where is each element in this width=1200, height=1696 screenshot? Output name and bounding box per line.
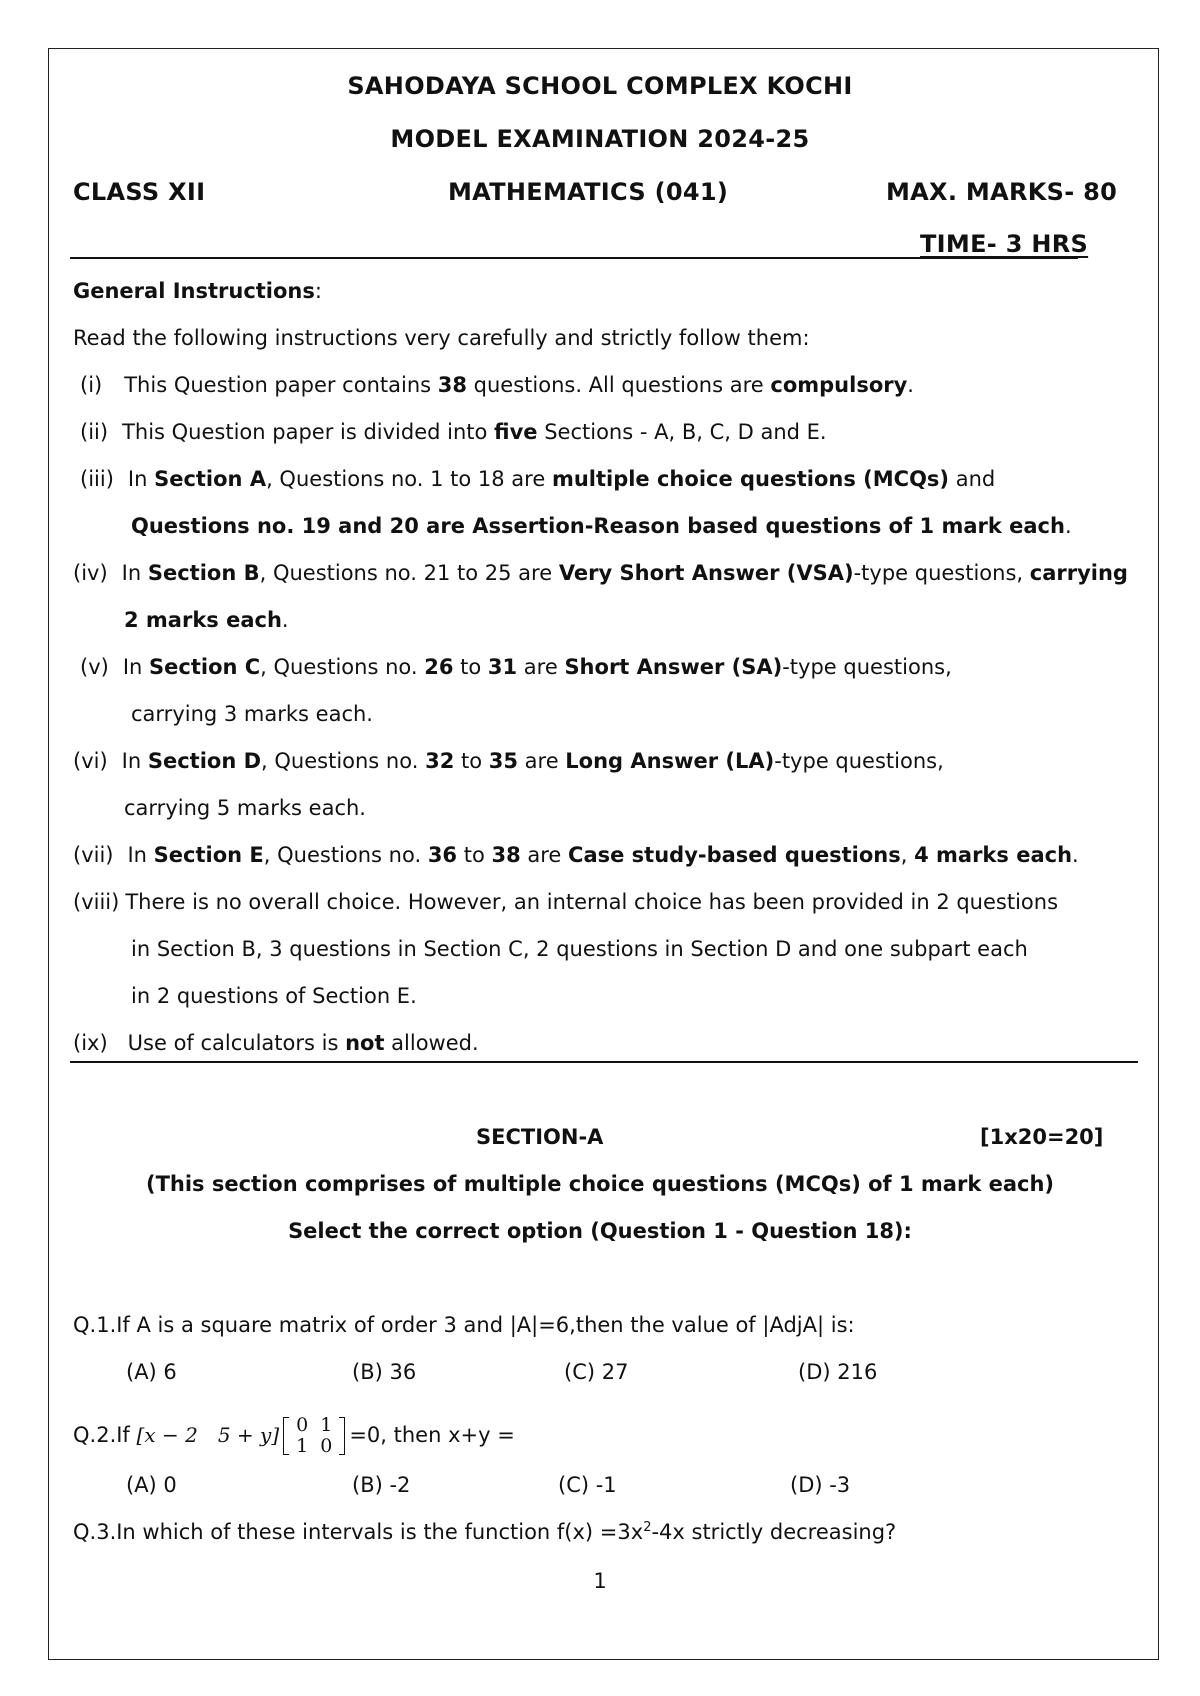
item-text: are xyxy=(517,749,566,773)
matrix-cell: 0 xyxy=(296,1414,309,1436)
instruction-item-iv xyxy=(73,561,1128,585)
max-marks: MAX. MARKS- 80 xyxy=(886,178,1118,206)
item-text: , Questions no. xyxy=(261,749,426,773)
item-text-bold: Very Short Answer (VSA) xyxy=(558,561,854,585)
instruction-item-iii-line2 xyxy=(131,514,1072,538)
item-text: , xyxy=(900,843,915,867)
item-text-bold: Short Answer (SA) xyxy=(564,655,783,679)
item-text-bold: multiple choice questions (MCQs) xyxy=(551,467,950,491)
item-text: to xyxy=(453,655,488,679)
item-number: (iii) xyxy=(80,467,114,491)
q2-matrix xyxy=(283,1415,345,1457)
question-1: Q.1.If A is a square matrix of order 3 and |A|=6,then the value of |AdjA| is: xyxy=(73,1313,855,1337)
q1-option-c: (C) 27 xyxy=(564,1360,629,1384)
subject-label: MATHEMATICS (041) xyxy=(448,178,729,206)
item-text: Sections - A, B, C, D and E. xyxy=(537,420,827,444)
instruction-item-viii-line2: in Section B, 3 questions in Section C, 2 questions in Section D and one subpart each xyxy=(131,937,1028,961)
instruction-item-iii xyxy=(80,467,995,491)
q3-superscript: 2 xyxy=(643,1520,652,1535)
matrix-cell: 1 xyxy=(320,1414,333,1436)
q2-option-a: (A) 0 xyxy=(126,1473,177,1497)
instruction-item-v xyxy=(80,655,952,679)
item-text: In xyxy=(127,843,154,867)
item-text: . xyxy=(281,608,289,632)
instruction-item-ii xyxy=(80,420,827,444)
instruction-item-i xyxy=(80,373,914,397)
item-text: . xyxy=(1064,514,1072,538)
item-text-bold: Case study-based questions xyxy=(568,843,901,867)
item-text-bold: 36 xyxy=(427,843,458,867)
item-text-bold: 32 xyxy=(425,749,455,773)
item-number: (ii) xyxy=(80,420,109,444)
question-3 xyxy=(73,1520,896,1544)
item-text: In xyxy=(121,561,148,585)
item-text: -type questions, xyxy=(782,655,952,679)
q2-row-b: 5 + y xyxy=(217,1423,272,1447)
q1-option-b: (B) 36 xyxy=(352,1360,417,1384)
q3-text: -4x strictly decreasing? xyxy=(651,1520,897,1544)
item-text: -type questions, xyxy=(853,561,1030,585)
item-number: (v) xyxy=(80,655,109,679)
item-text-bold: not xyxy=(345,1031,385,1055)
item-text: , Questions no. 1 to 18 are xyxy=(266,467,552,491)
instruction-item-iv-line2 xyxy=(124,608,289,632)
item-number: (i) xyxy=(80,373,103,397)
section-a-subtitle: (This section comprises of multiple choice questions (MCQs) of 1 mark each) xyxy=(145,1172,1055,1196)
q1-option-d: (D) 216 xyxy=(798,1360,878,1384)
section-a-select-instruction: Select the correct option (Question 1 - Question 18): xyxy=(288,1219,912,1243)
class-label: CLASS XII xyxy=(73,178,206,206)
item-number: (vii) xyxy=(73,843,114,867)
item-text-bold: carrying xyxy=(1029,561,1128,585)
instructions-heading: General Instructions: xyxy=(73,279,322,303)
item-text-bold: 2 marks each xyxy=(124,608,282,632)
instruction-item-vii xyxy=(73,843,1079,867)
q2-row-a: x − 2 xyxy=(144,1423,198,1447)
item-text: , Questions no. 21 to 25 are xyxy=(259,561,559,585)
item-text-bold: 38 xyxy=(491,843,521,867)
instruction-item-viii xyxy=(73,890,1058,914)
item-text: allowed. xyxy=(384,1031,479,1055)
item-text-bold: Section D xyxy=(147,749,262,773)
instructions-title: General Instructions xyxy=(73,279,315,303)
item-text: There is no overall choice. However, an internal choice has been provided in 2 questions xyxy=(125,890,1059,914)
matrix-cell: 0 xyxy=(320,1435,333,1457)
question-2 xyxy=(73,1410,515,1460)
section-a-title: SECTION-A xyxy=(476,1125,604,1149)
item-text-bold: Section C xyxy=(149,655,261,679)
item-text-bold: five xyxy=(494,420,538,444)
item-number: (viii) xyxy=(73,890,120,914)
exam-title: MODEL EXAMINATION 2024-25 xyxy=(390,125,810,153)
q2-option-b: (B) -2 xyxy=(352,1473,411,1497)
school-title: SAHODAYA SCHOOL COMPLEX KOCHI xyxy=(347,72,853,100)
item-text-bold: 26 xyxy=(424,655,454,679)
item-text: . xyxy=(1072,843,1079,867)
item-text-bold: 31 xyxy=(487,655,518,679)
item-text-bold: Section A xyxy=(154,467,267,491)
item-number: (iv) xyxy=(73,561,108,585)
q3-text: Q.3.In which of these intervals is the function f(x) =3x xyxy=(73,1520,644,1544)
instruction-item-ix xyxy=(73,1031,479,1055)
instruction-item-viii-line3: in 2 questions of Section E. xyxy=(131,984,417,1008)
instruction-item-vi-line2: carrying 5 marks each. xyxy=(124,796,366,820)
item-text: questions. All questions are xyxy=(466,373,771,397)
header-divider xyxy=(70,257,1078,259)
item-text-bold: 4 marks each xyxy=(914,843,1073,867)
q2-suffix: =0, then x+y = xyxy=(349,1423,515,1447)
q1-option-a: (A) 6 xyxy=(126,1360,177,1384)
instructions-divider xyxy=(70,1061,1138,1063)
item-text-bold: compulsory xyxy=(770,373,908,397)
item-text: , Questions no. xyxy=(263,843,428,867)
item-text: are xyxy=(517,655,565,679)
item-text: This Question paper is divided into xyxy=(122,420,495,444)
q2-prefix: Q.2.If xyxy=(73,1423,137,1447)
item-text: , Questions no. xyxy=(260,655,425,679)
item-text: In xyxy=(127,467,155,491)
q2-option-d: (D) -3 xyxy=(790,1473,851,1497)
item-text-bold: Section E xyxy=(153,843,264,867)
item-text-bold: Section B xyxy=(147,561,260,585)
item-text: In xyxy=(122,655,150,679)
item-text: -type questions, xyxy=(774,749,944,773)
item-text-bold: 35 xyxy=(488,749,518,773)
item-number: (vi) xyxy=(73,749,108,773)
item-text: In xyxy=(121,749,148,773)
item-text: Use of calculators is xyxy=(127,1031,346,1055)
item-text-bold: Long Answer (LA) xyxy=(565,749,775,773)
item-text: to xyxy=(454,749,489,773)
instruction-item-vi xyxy=(73,749,944,773)
instructions-intro: Read the following instructions very carefully and strictly follow them: xyxy=(73,326,810,350)
item-text: This Question paper contains xyxy=(124,373,438,397)
page-number: 1 xyxy=(593,1569,607,1593)
item-text-bold: Questions no. 19 and 20 are Assertion-Reason based questions of 1 mark each xyxy=(131,514,1065,538)
instruction-item-v-line2: carrying 3 marks each. xyxy=(131,702,373,726)
item-text-bold: 38 xyxy=(437,373,467,397)
q2-option-c: (C) -1 xyxy=(558,1473,617,1497)
item-text: are xyxy=(520,843,569,867)
item-text: . xyxy=(907,373,914,397)
item-number: (ix) xyxy=(73,1031,108,1055)
time-label: TIME- 3 HRS xyxy=(920,230,1089,258)
item-text: to xyxy=(457,843,492,867)
section-a-marks: [1x20=20] xyxy=(980,1125,1104,1149)
item-text: and xyxy=(949,467,996,491)
matrix-cell: 1 xyxy=(296,1435,309,1457)
q2-row-vector: [x − 2 5 + y] xyxy=(136,1423,280,1447)
